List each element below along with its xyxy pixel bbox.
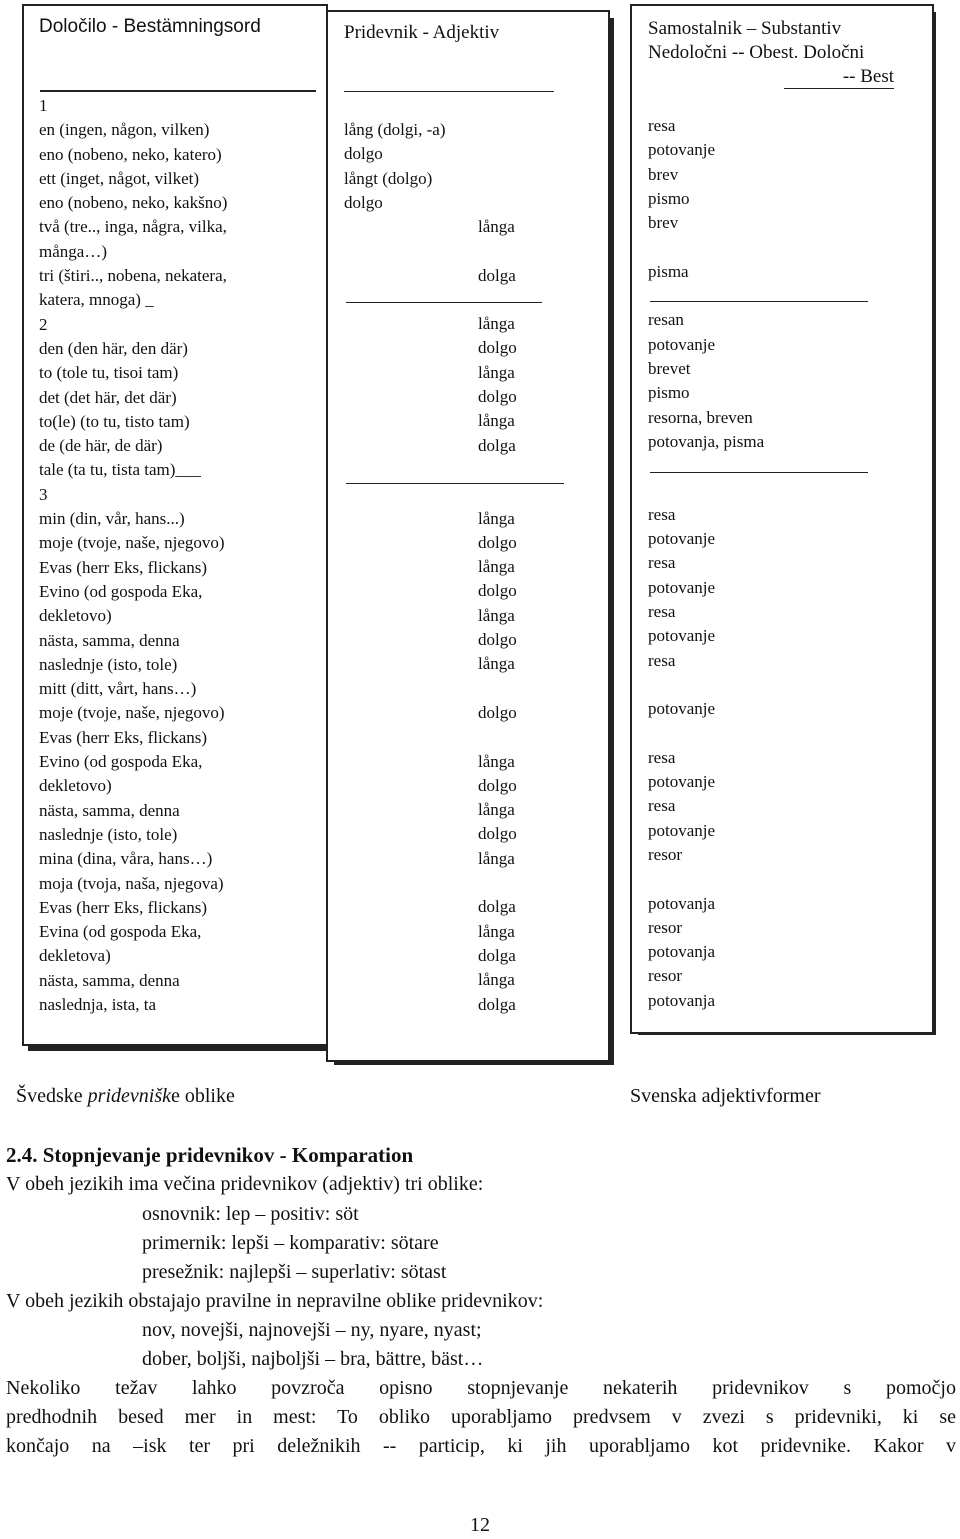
- noun-line: resor: [648, 917, 682, 937]
- determiner-line: mitt (ditt, vårt, hans…): [39, 679, 197, 699]
- caption-left-part2: pridevnišk: [87, 1085, 171, 1107]
- section-heading: 2.4. Stopnjevanje pridevnikov - Komparation: [6, 1143, 414, 1167]
- adjective-form-line: dolgo: [478, 387, 517, 407]
- noun-line: [648, 284, 764, 308]
- comparison-form-line: primernik: lepši – komparativ: sötare: [142, 1232, 439, 1254]
- adjective-form-line: långa: [478, 217, 515, 236]
- determiner-line: de (de här, de där): [39, 436, 163, 456]
- noun-line: potovanje: [648, 820, 716, 840]
- caption-left: [16, 1085, 235, 1108]
- noun-line: potovanje: [648, 626, 716, 646]
- determiner-line: tri (štiri.., nobena, nekatera,: [39, 266, 227, 286]
- noun-lines: [648, 114, 764, 1013]
- caption-left-part1: Švedske: [16, 1085, 88, 1107]
- adjective-form-line: långa: [478, 654, 515, 674]
- comparison-form-line: osnovnik: lep – positiv: söt: [142, 1203, 359, 1225]
- determiner-line: 1: [39, 96, 48, 115]
- noun-rule-1: [650, 301, 868, 302]
- adjective-form-line: [478, 239, 517, 263]
- determiner-lines: [39, 94, 227, 1017]
- noun-line: [648, 721, 764, 745]
- caption-left-part3: e oblike: [170, 1085, 235, 1107]
- noun-line: resa: [648, 504, 676, 524]
- paragraph-line: Nekoliko težav lahko povzroča opisno stopnjevanje nekaterih pridevnikov s pomočjo: [6, 1377, 956, 1399]
- noun-line: resa: [648, 650, 676, 670]
- comparison-example-line: dober, boljši, najboljši – bra, bättre, bäst…: [142, 1348, 484, 1370]
- determiner-line: moja (tvoja, naša, njegova): [39, 873, 224, 893]
- noun-line: potovanje: [648, 577, 716, 597]
- determiner-line: naslednje (isto, tole): [39, 824, 178, 844]
- noun-line: potovanja: [648, 942, 716, 962]
- noun-line: resa: [648, 601, 676, 621]
- comparison-form-line: presežnik: najlepši – superlativ: sötast: [142, 1261, 447, 1283]
- noun-subtitle-best: [784, 66, 894, 89]
- noun-line: resa: [648, 796, 676, 816]
- determiner-line: min (din, vår, hans...): [39, 509, 185, 529]
- section-intro-2: V obeh jezikih obstajajo pravilne in nepravilne oblike pridevnikov:: [6, 1290, 544, 1312]
- adjective-form-line: långa: [478, 848, 515, 868]
- adjective-form-line: [478, 871, 517, 895]
- adjective-form-line: långa: [478, 362, 515, 382]
- noun-line: resor: [648, 844, 682, 864]
- adjective-base-line: långt (dolgo): [344, 168, 433, 188]
- determiner-title: Določilo - Bestämningsord: [39, 16, 261, 37]
- determiner-line: dekletovo): [39, 776, 112, 796]
- determiner-line: dekletova): [39, 946, 111, 966]
- noun-column: [630, 4, 934, 1034]
- determiner-line: Evas (herr Eks, flickans): [39, 727, 208, 747]
- adjective-form-line: dolga: [478, 435, 516, 455]
- noun-title: Samostalnik – Substantiv: [648, 18, 842, 39]
- determiner-line: to (tole tu, tisoi tam): [39, 363, 179, 383]
- adjective-form-line: dolga: [478, 994, 516, 1014]
- adjective-form-line: långa: [478, 557, 515, 577]
- adjective-form-line: [478, 482, 517, 506]
- comparison-examples: [142, 1316, 483, 1374]
- determiner-line: det (det här, det där): [39, 387, 177, 407]
- determiner-line: den (den här, den där): [39, 338, 188, 358]
- determiner-line: eno (nobeno, neko, katero): [39, 144, 222, 164]
- noun-line: resa: [648, 747, 676, 767]
- adjective-rule-2: [346, 302, 542, 303]
- determiner-line: tale (ta tu, tista tam)___: [39, 460, 201, 480]
- adjective-form-line: dolgo: [478, 702, 517, 722]
- noun-line: potovanje: [648, 334, 716, 354]
- noun-line: resa: [648, 553, 676, 573]
- adjective-form-line: långa: [478, 800, 515, 820]
- page-number: 12: [470, 1514, 490, 1536]
- noun-rule-2: [650, 472, 868, 473]
- adjective-form-line: dolgo: [478, 824, 517, 844]
- adjective-rule-3: [346, 483, 564, 484]
- adjective-form-line: långa: [478, 751, 515, 771]
- adjective-form-line: dolgo: [478, 775, 517, 795]
- determiner-line: nästa, samma, denna: [39, 800, 180, 820]
- adjective-form-line: långa: [478, 921, 515, 941]
- adjective-form-line: dolga: [478, 265, 516, 285]
- determiner-line: två (tre.., inga, några, vilka,: [39, 217, 227, 237]
- adjective-form-line: [478, 677, 517, 701]
- adjective-form-line: långa: [478, 508, 515, 528]
- noun-line: potovanje: [648, 699, 716, 719]
- section-intro: V obeh jezikih ima večina pridevnikov (adjektiv) tri oblike:: [6, 1173, 484, 1195]
- noun-line: potovanja: [648, 893, 716, 913]
- determiner-line: mina (dina, våra, hans…): [39, 849, 213, 869]
- determiner-line: Evas (herr Eks, flickans): [39, 557, 208, 577]
- determiner-line: katera, mnoga) _: [39, 290, 154, 310]
- noun-line: brev: [648, 164, 679, 184]
- determiner-line: många…): [39, 241, 107, 261]
- determiner-line: dekletovo): [39, 606, 112, 626]
- caption-right: Svenska adjektivformer: [630, 1085, 821, 1107]
- determiner-line: nästa, samma, denna: [39, 630, 180, 650]
- adjective-form-line: långa: [478, 411, 515, 431]
- adjective-base-line: lång (dolgi, -a): [344, 120, 446, 139]
- adjective-inflected-forms: [478, 215, 517, 1017]
- determiner-column: [22, 4, 328, 1046]
- adjective-form-line: långa: [478, 605, 515, 625]
- paragraph-line: končajo na –isk ter pri deležnikih -- particip, ki jih uporabljamo kot pridevnike. Kakor v: [6, 1435, 956, 1457]
- determiner-line: nästa, samma, denna: [39, 970, 180, 990]
- determiner-line: 3: [39, 484, 48, 504]
- determiner-line: eno (nobeno, neko, kakšno): [39, 193, 228, 213]
- adjective-form-line: dolga: [478, 897, 516, 917]
- noun-subtitle: Nedoločni -- Obest. Določni: [648, 42, 865, 63]
- noun-line: pismo: [648, 383, 690, 403]
- noun-line: [648, 867, 764, 891]
- comparison-example-line: nov, novejši, najnovejši – ny, nyare, nyast;: [142, 1319, 482, 1341]
- adjective-form-line: dolgo: [478, 581, 517, 601]
- noun-line: brev: [648, 213, 679, 233]
- adjective-form-line: [478, 725, 517, 749]
- noun-line: [648, 673, 764, 697]
- determiner-line: naslednje (isto, tole): [39, 654, 178, 674]
- determiner-line: to(le) (to tu, tisto tam): [39, 411, 190, 431]
- adjective-column: [326, 10, 610, 1062]
- determiner-line: ett (inget, något, vilket): [39, 168, 200, 188]
- noun-best-label: -- Best: [842, 66, 894, 87]
- adjective-form-line: långa: [478, 970, 515, 990]
- noun-line: potovanje: [648, 529, 716, 549]
- adjective-form-line: dolgo: [478, 532, 517, 552]
- determiner-line: Evino (od gospoda Eka,: [39, 752, 203, 772]
- noun-line: potovanje: [648, 140, 716, 160]
- determiner-line: moje (tvoje, naše, njegovo): [39, 533, 225, 553]
- noun-line: [648, 478, 764, 502]
- adjective-form-line: [478, 288, 517, 312]
- determiner-title-rule: [40, 90, 316, 92]
- noun-line: brevet: [648, 358, 691, 378]
- adjective-form-line: dolgo: [478, 630, 517, 650]
- adjective-form-line: [478, 458, 517, 482]
- adjective-title: Pridevnik - Adjektiv: [344, 22, 500, 43]
- adjective-base-line: dolgo: [344, 192, 383, 212]
- adjective-base-line: dolgo: [344, 144, 383, 164]
- determiner-line: naslednja, ista, ta: [39, 994, 157, 1014]
- determiner-line: moje (tvoje, naše, njegovo): [39, 703, 225, 723]
- noun-line: potovanje: [648, 772, 716, 792]
- adjective-form-line: långa: [478, 314, 515, 334]
- comparison-forms: [142, 1200, 446, 1287]
- noun-line: potovanja: [648, 990, 716, 1010]
- paragraph-line: predhodnih besed mer in mest: To obliko uporabljamo predvsem v zvezi s pridevniki, ki se: [6, 1406, 956, 1428]
- noun-line: [648, 454, 764, 478]
- noun-line: resa: [648, 116, 676, 135]
- determiner-line: Evas (herr Eks, flickans): [39, 897, 208, 917]
- determiner-line: 2: [39, 314, 48, 334]
- determiner-line: Evina (od gospoda Eka,: [39, 922, 202, 942]
- noun-line: potovanja, pisma: [648, 431, 765, 451]
- adjective-base-forms: [344, 118, 446, 215]
- noun-line: resan: [648, 310, 684, 330]
- noun-line: resorna, breven: [648, 407, 753, 427]
- noun-line: pisma: [648, 261, 689, 281]
- noun-line: pismo: [648, 188, 690, 208]
- adjective-form-line: dolga: [478, 945, 516, 965]
- adjective-title-rule: [344, 91, 554, 92]
- noun-line: resor: [648, 966, 682, 986]
- noun-line: [648, 235, 764, 259]
- determiner-line: Evino (od gospoda Eka,: [39, 581, 203, 601]
- determiner-line: en (ingen, någon, vilken): [39, 120, 210, 140]
- adjective-form-line: dolgo: [478, 338, 517, 358]
